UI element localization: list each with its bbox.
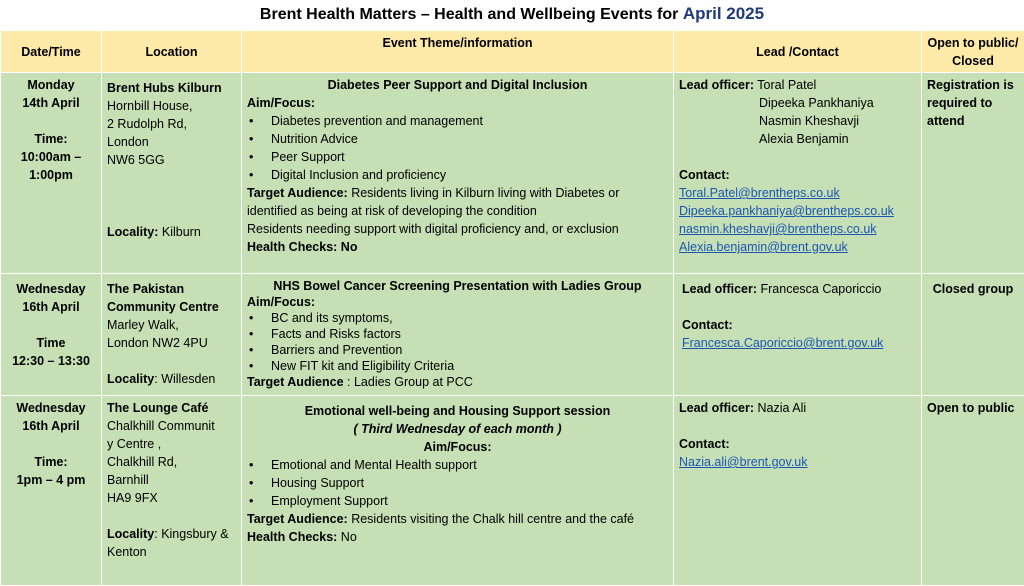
datetime-cell	[1, 274, 102, 396]
location-cell	[102, 73, 242, 274]
venue-name: The Pakistan Community Centre	[107, 280, 236, 316]
table-row	[1, 396, 1024, 586]
theme-cell	[242, 396, 674, 586]
email-link[interactable]: Toral.Patel@brentheps.co.uk	[679, 186, 840, 200]
list-item: • New FIT kit and Eligibility Criteria	[247, 358, 668, 374]
lead-name: Dipeeka Pankhaniya	[679, 94, 916, 112]
location-cell	[102, 396, 242, 586]
address-line: y Centre ,	[107, 435, 236, 453]
lead-name: Nasmin Kheshavji	[679, 112, 916, 130]
target-audience: Target Audience: Residents living in Kilburn living with Diabetes or identified as being at risk of developing the condition	[247, 184, 668, 220]
theme-cell	[242, 73, 674, 274]
list-item: • Nutrition Advice	[247, 130, 668, 148]
address-line: London	[107, 133, 236, 151]
aim-list	[247, 456, 668, 510]
address-line: Chalkhill Rd,	[107, 453, 236, 471]
header-location: Location	[102, 31, 242, 73]
event-time: 12:30 – 13:30	[6, 352, 96, 370]
time-label: Time:	[6, 130, 96, 148]
email-link[interactable]: Francesca.Caporiccio@brent.gov.uk	[682, 336, 883, 350]
open-status: Open to public	[927, 401, 1015, 415]
list-item: • Diabetes prevention and management	[247, 112, 668, 130]
open-status: Closed group	[933, 282, 1014, 296]
address-line: NW6 5GG	[107, 151, 236, 169]
address-line: Hornbill House,	[107, 97, 236, 115]
locality: Locality: Willesden	[107, 370, 236, 388]
list-item: • Emotional and Mental Health support	[247, 456, 668, 474]
address-line: Chalkhill Communit	[107, 417, 236, 435]
email-link[interactable]: Nazia.ali@brent.gov.uk	[679, 455, 808, 469]
table-row	[1, 73, 1024, 274]
contact-label: Contact:	[679, 166, 916, 184]
event-date: 16th April	[6, 298, 96, 316]
lead-officer: Lead officer: Francesca Caporiccio	[682, 280, 916, 298]
header-open: Open to public/ Closed	[922, 31, 1024, 73]
locality: Locality: Kilburn	[107, 223, 236, 241]
event-time: 1pm – 4 pm	[6, 471, 96, 489]
aim-label: Aim/Focus:	[247, 294, 668, 310]
locality: Locality: Kingsbury & Kenton	[107, 525, 236, 561]
theme-title: NHS Bowel Cancer Screening Presentation with Ladies Group	[247, 278, 668, 294]
time-label: Time:	[6, 453, 96, 471]
datetime-cell	[1, 396, 102, 586]
theme-title: Diabetes Peer Support and Digital Inclusion	[247, 76, 668, 94]
aim-label: Aim/Focus:	[247, 94, 668, 112]
list-item: • Employment Support	[247, 492, 668, 510]
lead-cell	[674, 396, 922, 586]
venue-name: The Lounge Café	[107, 399, 236, 417]
address-line: Marley Walk,	[107, 316, 236, 334]
open-cell	[922, 396, 1024, 586]
event-time: 10:00am – 1:00pm	[6, 148, 96, 184]
header-row	[1, 31, 1024, 73]
contact-label: Contact:	[679, 435, 916, 453]
location-cell	[102, 274, 242, 396]
title-month: April 2025	[683, 4, 764, 23]
address-line: HA9 9FX	[107, 489, 236, 507]
venue-name: Brent Hubs Kilburn	[107, 79, 236, 97]
list-item: • BC and its symptoms,	[247, 310, 668, 326]
health-checks: Health Checks: No	[247, 528, 668, 546]
theme-cell	[242, 274, 674, 396]
lead-officer: Lead officer: Nazia Ali	[679, 399, 916, 417]
email-link[interactable]: Alexia.benjamin@brent.gov.uk	[679, 240, 848, 254]
theme-title: Emotional well-being and Housing Support session	[247, 402, 668, 420]
list-item: • Barriers and Prevention	[247, 342, 668, 358]
email-link[interactable]: Dipeeka.pankhaniya@brentheps.co.uk	[679, 204, 894, 218]
event-day: Wednesday	[6, 280, 96, 298]
open-cell	[922, 73, 1024, 274]
header-lead: Lead /Contact	[674, 31, 922, 73]
time-label: Time	[6, 334, 96, 352]
datetime-cell	[1, 73, 102, 274]
event-date: 14th April	[6, 94, 96, 112]
theme-subtitle: ( Third Wednesday of each month )	[247, 420, 668, 438]
lead-cell	[674, 73, 922, 274]
header-datetime: Date/Time	[1, 31, 102, 73]
list-item: • Peer Support	[247, 148, 668, 166]
target-extra: Residents needing support with digital proficiency and, or exclusion	[247, 220, 668, 238]
event-day: Wednesday	[6, 399, 96, 417]
lead-name: Alexia Benjamin	[679, 130, 916, 148]
health-checks: Health Checks: No	[247, 238, 668, 256]
list-item: • Housing Support	[247, 474, 668, 492]
page-title	[0, 0, 1024, 30]
aim-list	[247, 310, 668, 374]
table-row	[1, 274, 1024, 396]
lead-cell	[674, 274, 922, 396]
event-day: Monday	[6, 76, 96, 94]
header-theme: Event Theme/information	[242, 31, 674, 73]
aim-label: Aim/Focus:	[247, 438, 668, 456]
address-line: London NW2 4PU	[107, 334, 236, 352]
list-item: • Facts and Risks factors	[247, 326, 668, 342]
contact-label: Contact:	[682, 316, 916, 334]
events-table	[0, 30, 1024, 586]
address-line: 2 Rudolph Rd,	[107, 115, 236, 133]
lead-officer: Lead officer: Toral Patel	[679, 76, 916, 94]
event-date: 16th April	[6, 417, 96, 435]
target-audience: Target Audience: Residents visiting the Chalk hill centre and the café	[247, 510, 668, 528]
open-status: Registration is required to attend	[927, 78, 1014, 128]
open-cell	[922, 274, 1024, 396]
list-item: • Digital Inclusion and proficiency	[247, 166, 668, 184]
address-line: Barnhill	[107, 471, 236, 489]
title-prefix: Brent Health Matters – Health and Wellbeing Events for	[260, 6, 678, 23]
target-audience: Target Audience : Ladies Group at PCC	[247, 374, 668, 390]
email-link[interactable]: nasmin.kheshavji@brentheps.co.uk	[679, 222, 877, 236]
aim-list	[247, 112, 668, 184]
